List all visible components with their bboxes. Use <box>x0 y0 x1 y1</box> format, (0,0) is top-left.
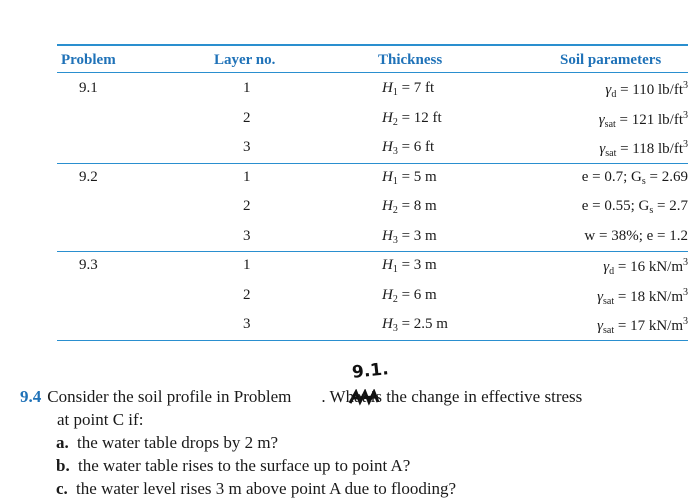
unit-weight-subscript: d <box>611 89 617 100</box>
thickness-subscript: 1 <box>392 264 398 275</box>
thickness-amount: = 6 m <box>397 286 437 303</box>
layer-number: 1 <box>243 257 251 273</box>
layer-number: 2 <box>243 198 251 214</box>
item-text: the water table rises to the surface up to point A? <box>77 456 411 475</box>
thickness-amount: = 12 ft <box>397 109 442 126</box>
unit-weight-value: = 121 lb/ft <box>615 111 683 128</box>
layer-number: 3 <box>243 139 251 155</box>
thickness-subscript: 2 <box>392 293 398 305</box>
thickness-symbol: H <box>382 80 393 96</box>
question-text-after: . What is the change in effective stress <box>321 387 583 406</box>
layer-number: 3 <box>243 316 251 332</box>
thickness-symbol: H <box>382 168 393 185</box>
unit-exponent: 3 <box>683 109 688 121</box>
thickness-value <box>382 80 434 98</box>
thickness-amount: = 6 ft <box>397 139 435 155</box>
soil-parameter <box>597 316 688 336</box>
table-top-rule <box>57 44 688 46</box>
question-text-before: Consider the soil profile in Problem <box>47 387 292 406</box>
thickness-symbol: H <box>382 198 393 214</box>
thickness-subscript: 2 <box>392 116 398 128</box>
parameter-subscript: s <box>641 175 646 187</box>
group-separator <box>57 340 688 341</box>
unit-weight-subscript: d <box>609 266 615 277</box>
soil-parameter <box>599 139 688 159</box>
thickness-symbol: H <box>382 227 393 244</box>
thickness-subscript: 3 <box>392 146 398 157</box>
problem-9-4 <box>20 385 695 500</box>
thickness-subscript: 1 <box>392 87 398 98</box>
unit-weight-value: = 118 lb/ft <box>616 141 683 157</box>
thickness-value <box>382 139 434 157</box>
unit-weight-subscript: sat <box>604 118 616 130</box>
item-text: the water table drops by 2 m? <box>77 433 279 452</box>
problem-number: 9.1 <box>79 80 98 96</box>
soil-parameter <box>603 257 688 277</box>
unit-weight-symbol: γ <box>597 318 603 334</box>
thickness-value <box>382 169 437 187</box>
layer-number: 2 <box>243 109 251 126</box>
thickness-value <box>382 198 437 216</box>
header-problem: Problem <box>61 52 116 68</box>
thickness-value <box>382 316 448 334</box>
thickness-value <box>382 257 437 275</box>
unit-exponent: 3 <box>683 80 688 91</box>
parameter-text: e = 0.7; G <box>581 168 642 185</box>
handwritten-annotation: 9.1. <box>351 359 390 383</box>
thickness-value <box>382 228 437 246</box>
unit-weight-subscript: sat <box>603 325 615 336</box>
unit-weight-subscript: sat <box>605 148 617 159</box>
header-thickness: Thickness <box>378 52 443 68</box>
item-label: b. <box>56 456 70 475</box>
unit-exponent: 3 <box>683 316 688 327</box>
question-item-c <box>20 477 695 500</box>
thickness-symbol: H <box>382 257 393 273</box>
question-line-2: at point C if: <box>57 410 144 429</box>
soil-parameter <box>584 228 688 246</box>
question-line-1 <box>20 385 695 408</box>
thickness-value <box>382 287 437 305</box>
unit-weight-value: = 16 kN/m <box>614 259 683 275</box>
thickness-amount: = 8 m <box>397 198 437 214</box>
group-separator <box>57 251 688 252</box>
soil-parameter <box>582 169 688 187</box>
thickness-amount: = 5 m <box>397 168 437 185</box>
soil-parameter <box>605 80 688 100</box>
unit-weight-symbol: γ <box>598 111 605 128</box>
unit-weight-symbol: γ <box>597 288 603 305</box>
thickness-symbol: H <box>382 316 393 332</box>
soil-parameter <box>599 110 688 130</box>
header-rule <box>57 72 688 73</box>
thickness-subscript: 3 <box>392 323 398 334</box>
thickness-subscript: 3 <box>392 234 398 246</box>
thickness-amount: = 3 m <box>397 257 437 273</box>
thickness-amount: = 3 m <box>397 227 437 244</box>
thickness-symbol: H <box>382 139 393 155</box>
parameter-rest: = 2.69 <box>645 168 688 185</box>
layer-number: 1 <box>243 80 251 96</box>
problem-number: 9.2 <box>79 168 98 185</box>
unit-exponent: 3 <box>683 139 688 150</box>
item-label: a. <box>56 433 69 452</box>
layer-number: 1 <box>243 168 251 185</box>
problem-number: 9.3 <box>79 257 98 273</box>
unit-weight-symbol: γ <box>603 259 610 275</box>
soil-parameter <box>582 198 688 216</box>
item-label: c. <box>56 479 68 498</box>
parameter-rest: = 2.7 <box>653 198 688 214</box>
unit-weight-value: = 17 kN/m <box>614 318 683 334</box>
header-soil-parameters: Soil parameters <box>560 52 662 68</box>
unit-exponent: 3 <box>683 257 688 268</box>
thickness-amount: = 2.5 m <box>397 316 448 332</box>
parameter-subscript: s <box>649 205 654 216</box>
thickness-value <box>382 110 442 128</box>
thickness-subscript: 2 <box>392 205 398 216</box>
thickness-symbol: H <box>382 286 393 303</box>
unit-weight-symbol: γ <box>605 82 612 98</box>
thickness-subscript: 1 <box>392 175 398 187</box>
unit-weight-symbol: γ <box>599 141 606 157</box>
header-layer-no: Layer no. <box>214 52 276 68</box>
layer-number: 3 <box>243 227 251 244</box>
thickness-symbol: H <box>382 109 393 126</box>
parameter-text: e = 0.55; G <box>581 198 650 214</box>
item-text: the water level rises 3 m above point A due to flooding? <box>76 479 457 498</box>
layer-number: 2 <box>243 286 251 303</box>
thickness-amount: = 7 ft <box>397 80 435 96</box>
question-item-b <box>20 454 695 477</box>
unit-weight-value: = 110 lb/ft <box>616 82 683 98</box>
question-item-a <box>20 431 695 454</box>
parameter-text: w = 38%; e = 1.2 <box>584 227 688 244</box>
group-separator <box>57 163 688 164</box>
question-number: 9.4 <box>20 387 42 406</box>
unit-exponent: 3 <box>683 286 688 298</box>
unit-weight-subscript: sat <box>603 295 615 307</box>
soil-parameter <box>597 287 688 307</box>
unit-weight-value: = 18 kN/m <box>614 288 683 305</box>
